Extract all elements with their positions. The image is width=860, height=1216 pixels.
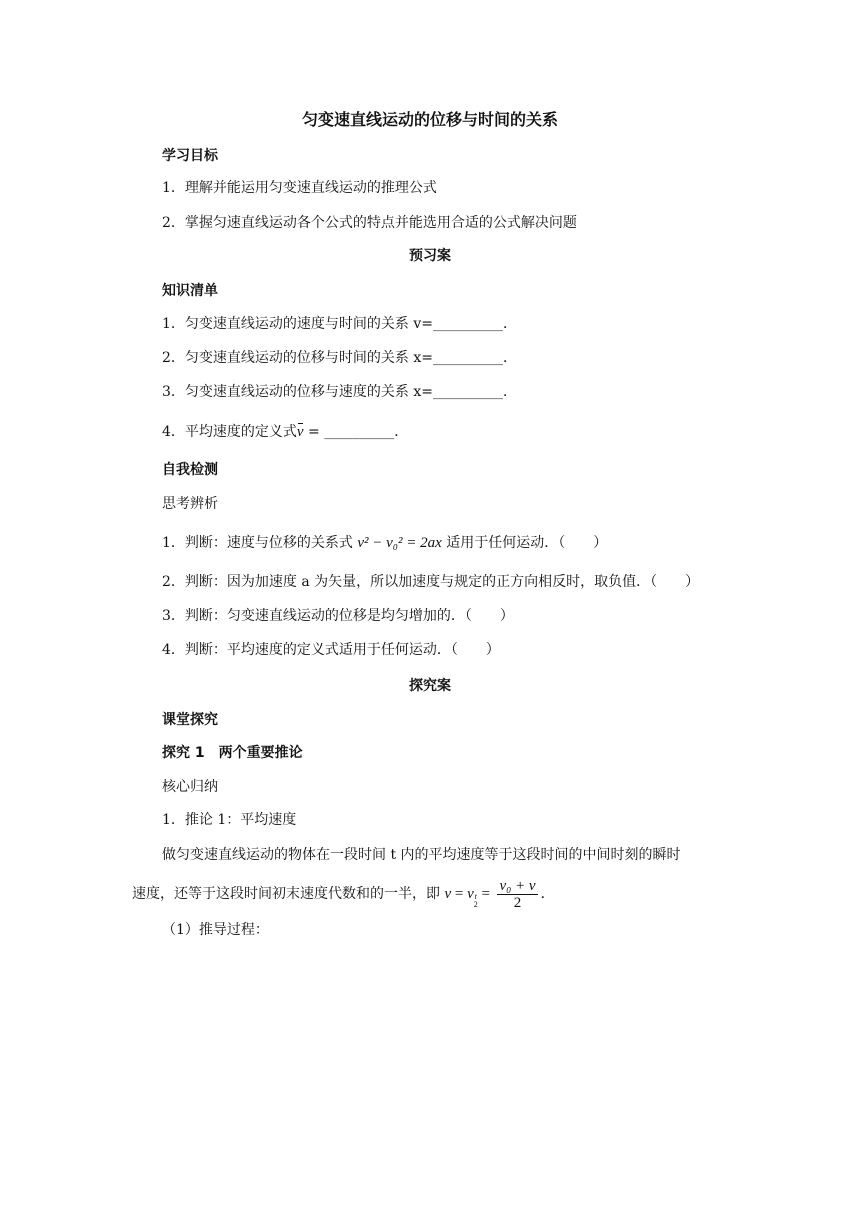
knowledge-item-1: 1．匀变速直线运动的速度与时间的关系 v=__________． — [162, 316, 517, 332]
class-heading: 课堂探究 — [162, 712, 218, 728]
knowledge-item-2: 2．匀变速直线运动的位移与时间的关系 x=__________． — [162, 350, 517, 366]
velocity-displacement-formula: v² − v₀² = 2ax — [357, 535, 442, 551]
judge1-suffix: 适用于任何运动．（ ） — [446, 535, 608, 551]
paragraph-line-1: 做匀变速直线运动的物体在一段时间 t 内的平均速度等于这段时间的中间时刻的瞬时 — [162, 847, 681, 863]
selfcheck-heading: 自我检测 — [162, 462, 218, 478]
judge-item-4: 4．判断：平均速度的定义式适用于任何运动．（ ） — [162, 642, 500, 658]
topic-1-heading: 探究 1 两个重要推论 — [162, 745, 303, 761]
fraction-denominator: 2 — [513, 894, 522, 911]
item4-prefix: 4．平均速度的定义式 — [162, 424, 297, 440]
inference-1: 1．推论 1：平均速度 — [162, 812, 297, 828]
explore-heading: 探究案 — [409, 678, 451, 694]
judge-item-2: 2．判断：因为加速度 a 为矢量，所以加速度与规定的正方向相反时，取负值．（ ） — [162, 574, 700, 590]
average-velocity-symbol: v — [296, 424, 304, 440]
mid-time-velocity-formula: v = v t 2 = — [444, 886, 490, 909]
item4-suffix: = __________． — [303, 424, 409, 440]
core-label: 核心归纳 — [162, 779, 218, 795]
knowledge-item-4 — [162, 422, 408, 442]
derivation-label: （1）推导过程： — [162, 922, 269, 938]
judge-item-1 — [162, 533, 607, 553]
knowledge-item-3: 3．匀变速直线运动的位移与速度的关系 x=__________． — [162, 384, 517, 400]
paragraph-line-2-text: 速度，还等于这段时间初末速度代数和的一半，即 — [132, 886, 440, 902]
think-label: 思考辨析 — [162, 496, 218, 512]
preview-heading: 预习案 — [409, 248, 451, 264]
goals-heading: 学习目标 — [162, 148, 218, 164]
knowledge-heading: 知识清单 — [162, 283, 218, 299]
judge1-prefix: 1．判断：速度与位移的关系式 — [162, 535, 353, 551]
page-title: 匀变速直线运动的位移与时间的关系 — [301, 110, 558, 129]
judge-item-3: 3．判断：匀变速直线运动的位移是均匀增加的．（ ） — [162, 608, 514, 624]
goal-item-1: 1．理解并能运用匀变速直线运动的推理公式 — [162, 180, 437, 196]
fraction-numerator: v₀ + v — [499, 877, 536, 894]
average-velocity-fraction — [497, 878, 537, 911]
paragraph-line-2: 速度，还等于这段时间初末速度代数和的一半，即 v = v t 2 = $\frac{\text{v₀ + v}}{2}$ ． — [132, 877, 555, 911]
goal-item-2: 2．掌握匀速直线运动各个公式的特点并能选用合适的公式解决问题 — [162, 215, 577, 231]
